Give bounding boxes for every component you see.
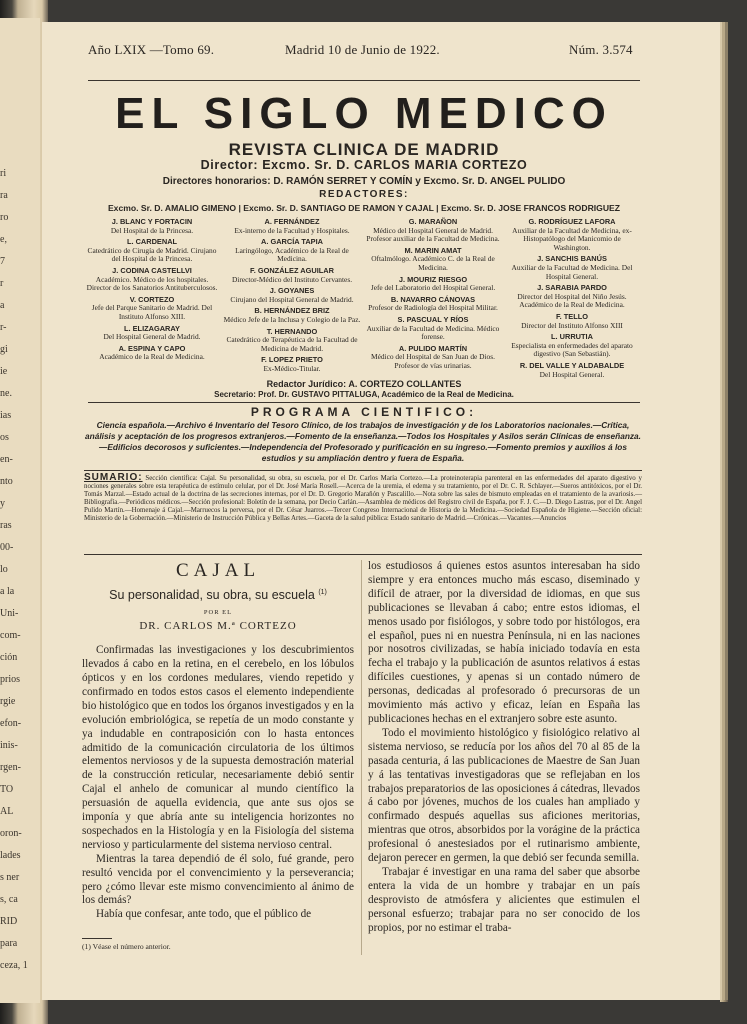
article-paragraph: Todo el movimiento histológico y fisiológico relativo al sistema nervioso, se reducía por los años del 70 al 85 de la pasada centuria, á las publicaciones de Maestre de San Juan y á las tentativas investigadoras que se reflejaban en los trabajos preparatorios de las oposiciones á cátedras, llevados á cabo por jóvenes, muchos de los cuales han ampliado y confirmado después aquellas sus aficiones meritorias, mientras que otros, absorbidos por la vorágine de la práctica profesional ó anestesiados por el rutinarismo ambiente, dejaron perecer en germen, la que debió ser fecunda semilla. xyxy=(368,726,640,865)
article-paragraph: Mientras la tarea dependió de él solo, fué grande, pero resultó vencida por el convencimiento y la perseverancia; pero ¿cómo llevar este mismo convencimiento al ánimo de los demás? xyxy=(82,852,354,907)
article-paragraph: Trabajar é investigar en una rama del saber que absorbe entera la vida de un hombre y trabajar en un país desprovisto de atmósfera y alicientes que estimulen el personal esfuerzo; trabajar para no ser conocido de los propios, por no estimar el traba- xyxy=(368,865,640,934)
newspaper-title: EL SIGLO MEDICO xyxy=(115,89,613,138)
left-page-text: ro xyxy=(0,212,9,223)
left-page-text: com- xyxy=(0,630,21,641)
left-page-text: ias xyxy=(0,410,12,421)
sumario-label: SUMARIO: xyxy=(84,472,143,483)
editor-name: L. CARDENAL xyxy=(126,237,178,247)
left-page-text: ie xyxy=(0,366,8,377)
left-page-text: prios xyxy=(0,674,20,685)
article-body-right xyxy=(368,560,640,935)
left-page-text: s ner xyxy=(0,872,20,883)
editor-description: Catedrático de Cirugía de Madrid. Cirujano del Hospital de la Princesa. xyxy=(87,245,217,264)
left-page-text: y xyxy=(0,498,5,509)
editors-column-1 xyxy=(84,215,220,363)
editor-description: Ex-interno de la Facultad y Hospitales. xyxy=(234,225,350,235)
editor-name: G. RODRÍGUEZ LAFORA xyxy=(528,217,616,226)
article-author: DR. CARLOS M.ª CORTEZO xyxy=(139,620,297,633)
editor-description: Jefe del Parque Sanitario de Madrid. Del Instituto Alfonso XIII. xyxy=(91,303,213,321)
left-page-text: os xyxy=(0,432,9,443)
editor-description: Académico. Médico de los hospitales. Director de los Sanatorios Antituberculosos. xyxy=(86,274,218,293)
editor-name: A. PULIDO MARTÍN xyxy=(398,343,468,353)
footnote-rule xyxy=(82,938,112,939)
left-page-text: en- xyxy=(0,454,13,465)
editor-description: Profesor de Radiología del Hospital Militar. xyxy=(368,303,498,313)
left-page-text: para xyxy=(0,938,18,949)
issue-date: Madrid 10 de Junio de 1922. xyxy=(285,42,440,57)
left-page-text: e, xyxy=(0,234,7,245)
editor-name: F. TELLO xyxy=(555,311,589,321)
article-body-left xyxy=(82,644,354,922)
redactores-heading: REDACTORES: xyxy=(319,189,409,200)
article-right-column xyxy=(368,560,640,935)
editor-description: Director-Médico del Instituto Cervantes. xyxy=(231,274,353,284)
programa-rule xyxy=(88,402,640,403)
editor-description: Auxiliar de la Facultad de Medicina, ex-Histopatólogo del Manicomio de Washington. xyxy=(512,225,632,252)
editor-name: J. GOYANES xyxy=(269,286,315,296)
editor-name: V. CORTEZO xyxy=(129,294,175,304)
editor-name: T. HERNANDO xyxy=(266,326,318,336)
editor-name: L. ELIZAGARAY xyxy=(124,323,180,333)
left-page-fragment xyxy=(0,18,40,1003)
editor-description: Oftalmólogo. Académico C. de la Real de Medicina. xyxy=(371,254,495,272)
editors-column-4 xyxy=(504,215,640,380)
editor-description: Médico del Hospital General de Madrid. Profesor auxiliar de la Facultad de Medicina. xyxy=(366,225,500,244)
editor-name: J. SANCHIS BANÚS xyxy=(537,254,607,264)
legal-editor: Redactor Jurídico: A. CORTEZO COLLANTES xyxy=(266,379,462,389)
chief-editors: Excmo. Sr. D. AMALIO GIMENO | Excmo. Sr. D. SANTIAGO DE RAMON Y CAJAL | Excmo. Sr. D. JOSE FRANCOS RODRIGUEZ xyxy=(107,203,621,213)
footnote: (1) Véase el número anterior. xyxy=(82,942,171,952)
left-page-text: ne. xyxy=(0,388,12,399)
left-page-text: a xyxy=(0,300,5,311)
left-page-text: a la xyxy=(0,586,15,597)
editors-column-2 xyxy=(222,215,362,375)
article-left-column xyxy=(82,560,354,951)
column-divider xyxy=(361,560,362,955)
editor-name: A. ESPINA Y CAPO xyxy=(118,343,186,353)
editor-name: F. LOPEZ PRIETO xyxy=(261,355,323,365)
left-page-text: 00- xyxy=(0,542,14,553)
editor-name: J. SARABIA PARDO xyxy=(537,283,607,293)
article-title: CAJAL xyxy=(175,560,261,581)
left-page-text: lades xyxy=(0,850,21,861)
editor-name: B. NAVARRO CÁNOVAS xyxy=(390,294,476,304)
editor-description: Auxiliar de la Facultad de Medicina. Del Hospital General. xyxy=(511,262,633,281)
editor-description: Laringólogo, Académico de la Real de Medicina. xyxy=(235,245,349,264)
editor-name: B. HERNÁNDEZ BRIZ xyxy=(254,306,330,316)
editors-column-3 xyxy=(364,215,502,372)
left-page-text: inis- xyxy=(0,740,18,751)
left-page-text: nto xyxy=(0,476,13,487)
editor-description: Del Hospital de la Princesa. xyxy=(110,225,194,235)
director-line: Director: Excmo. Sr. D. CARLOS MARIA CORTEZO xyxy=(200,158,528,172)
editor-description: Especialista en enfermedades del aparato digestivo (San Sebastián). xyxy=(511,340,633,359)
editor-description: Académico de la Real de Medicina. xyxy=(99,352,205,362)
issue-number: Núm. 3.574 xyxy=(569,42,633,57)
volume-label: Año LXIX —Tomo 69. xyxy=(88,42,215,57)
left-page-text: r xyxy=(0,278,4,289)
left-page-text: lo xyxy=(0,564,8,575)
left-page-text: rgen- xyxy=(0,762,21,773)
newspaper-subtitle: REVISTA CLINICA DE MADRID xyxy=(228,140,500,159)
article-subtitle: Su personalidad, su obra, su escuela $^{(1)}$ xyxy=(109,588,327,603)
editor-description: Cirujano del Hospital General de Madrid. xyxy=(230,294,354,304)
editor-description: Del Hospital General. xyxy=(539,369,605,379)
honorary-directors: Directores honorarios: D. RAMÓN SERRET Y COMÍN y Excmo. Sr. D. ANGEL PULIDO xyxy=(162,176,566,187)
editor-description: Director del Hospital del Niño Jesús. Académico de la Real de Medicina. xyxy=(517,291,627,310)
secretary: Secretario: Prof. Dr. GUSTAVO PITTALUGA, Académico de la Real de Medicina. xyxy=(214,390,514,399)
editor-description: Ex-Médico-Titular. xyxy=(263,363,321,373)
left-page-text: AL xyxy=(0,806,14,817)
byline-intro: POR EL xyxy=(203,609,233,617)
sumario-box xyxy=(84,470,642,555)
programa-heading: PROGRAMA CIENTIFICO: xyxy=(250,405,478,419)
editor-name: J. MOURIZ RIESGO xyxy=(398,274,468,284)
editor-name: F. GONZÁLEZ AGUILAR xyxy=(250,265,334,275)
programa-text: Ciencia española.—Archivo é Inventario del Tesoro Clínico, de los trabajos de investigación y de los Laboratorios nacionales.—Crítica, análisis y aceptación de los progresos extranjeros.—Fomento de la enseñanza.—Todos los Hospitales y Asilos serán Clínicas de enseñanza.—Edificios decorosos y suficientes.—Independencia del Profesorado y purificación en su ingreso.—Fomento premios y auxilios á los estudios y su ampliación dentro y fuera de España. xyxy=(85,420,641,463)
sumario-text: Sección científica: Cajal. Su personalidad, su obra, su escuela, por el Dr. Carlos María Cortezo.—La proteinoterapia parenteral en las enfermedades del aparato digestivo y nociones generales sobre esta terapéutica de estímulo celular, por el Dr. José María Rosell.—Acerca de la uremia, el edema y su tratamiento, por el Dr. C. R. Schlayer.—Sueros antitóxicos, por el Dr. Tomás Marzal.—Estado actual de la doctrina de las secreciones internas, por el Dr. D. Gregorio Marañón y Pascalillo.—Nota sobre las sales de bismuto empleadas en el tratamiento de la avariosis.—Bibliografía.—Periódicos médicos.—Sección profesional: Boletín de la semana, por Decio Carlán.—Asamblea de médicos del Registro civil de España, por F. J. C.—D. Diego Lastras, por el Dr. Angel Pulido Martín.—Homenaje á Cajal.—Marruecos la perversa, por el Dr. César Juarros.—Tercer Congreso Internacional de Historia de la Medicina.—Sociedad Española de Higiene.—Sección oficial: Ministerio de la Gobernación.—Ministerio de Instrucción Pública y Bellas Artes.—Gaceta de la salud pública: Estado sanitario de Madrid.—Crónicas.—Vacantes.—Anuncios xyxy=(84,475,642,523)
left-page-text: gi xyxy=(0,344,8,355)
footnote-mark: (1) xyxy=(318,589,327,596)
editor-description: Médico del Hospital de San Juan de Dios. Profesor de vías urinarias. xyxy=(371,352,495,370)
editor-name: J. CODINA CASTELLVI xyxy=(112,265,192,275)
editor-description: Auxiliar de la Facultad de Medicina. Médico forense. xyxy=(366,323,500,342)
article-paragraph: los estudiosos á quienes estos asuntos interesaban ha sido siempre y era entonces mucho más escaso, diseminado y difícil de atraer, por la diversidad de idiomas, en que sus publicaciones se llevaban á cabo; entre estos idiomas, el menos usado por fisiólogos, y sobre todo por histólogos, era el español, pues ni en nuestra Península, ni en las naciones por nosotros civilizadas, se había iniciado todavía en esta fecha el trabajo y la publicación de asuntos relativos á estas difíciles cuestiones, y apenas si un contado número de personas, dedicadas al profesorado ó precursoras de un movimiento más activo y eficaz, leían en España las publicaciones hechas en el extranjero sobre este asunto. xyxy=(368,560,640,725)
editor-name: S. PASCUAL Y RÍOS xyxy=(397,314,469,324)
editor-description: Jefe del Laboratorio del Hospital General. xyxy=(370,283,496,293)
left-page-text: ra xyxy=(0,190,8,201)
left-page-text: ceza, 1 xyxy=(0,960,28,971)
left-page-text: Uni- xyxy=(0,608,19,619)
editor-description: Catedrático de Terapéutica de la Facultad de Medicina de Madrid. xyxy=(226,335,358,353)
editor-name: A. FERNÁNDEZ xyxy=(264,217,320,226)
editor-name: L. URRUTIA xyxy=(551,332,593,342)
editor-description: Del Hospital General de Madrid. xyxy=(103,332,201,342)
left-page-text: 7 xyxy=(0,256,5,267)
editor-name: G. MARAÑON xyxy=(408,217,458,226)
left-page-text: ri xyxy=(0,168,7,179)
page-edge xyxy=(720,30,728,1002)
article-paragraph: Confirmadas las investigaciones y los descubrimientos llevados á cabo en la retina, en el cerebelo, en los lóbulos ópticos y en los cordones medulares, viendo repetido y confirmado en todos estos casos el elemento independiente bio histológico que en todos los órganos investigados y en la evolución embriológica, se repetía de un modo constante y ya indudable en contraposición con lo hasta entonces admitido de la comunicación circulatoria de los últimos elementos nerviosos y de la supuesta demostración material de la construcción reticular, necesariamente debió sentir Cajal el anhelo de comunicar al mundo científico la persuasión de aquella evidencia, que ante sus ojos se imponía y que abría ante su inteligencia horizontes no sospechados en la Histología y en la Fisiología del sistema nervioso y particularmente del sistema nervioso central. xyxy=(82,644,354,851)
article-paragraph: Había que confesar, ante todo, que el público de xyxy=(96,908,312,921)
left-page-text: ción xyxy=(0,652,18,663)
left-page-text: oron- xyxy=(0,828,22,839)
editor-name: A. GARCÍA TAPIA xyxy=(261,237,323,247)
left-page-text: RID xyxy=(0,916,18,927)
editor-description: Director del Instituto Alfonso XIII xyxy=(521,320,623,330)
left-page-text: efon- xyxy=(0,718,22,729)
editor-description: Médico Jefe de la Inclusa y Colegio de la Paz. xyxy=(223,314,361,324)
editor-name: M. MARIN AMAT xyxy=(404,245,462,255)
left-page-text: ras xyxy=(0,520,12,531)
header-rule xyxy=(88,80,640,81)
left-page-text: rgie xyxy=(0,696,16,707)
editor-name: R. DEL VALLE Y ALDABALDE xyxy=(519,360,625,370)
left-page-text: s, ca xyxy=(0,894,18,905)
editor-name: J. BLANC Y FORTACIN xyxy=(111,217,193,226)
left-page-text: r- xyxy=(0,322,7,333)
left-page-text: TO xyxy=(0,784,14,795)
